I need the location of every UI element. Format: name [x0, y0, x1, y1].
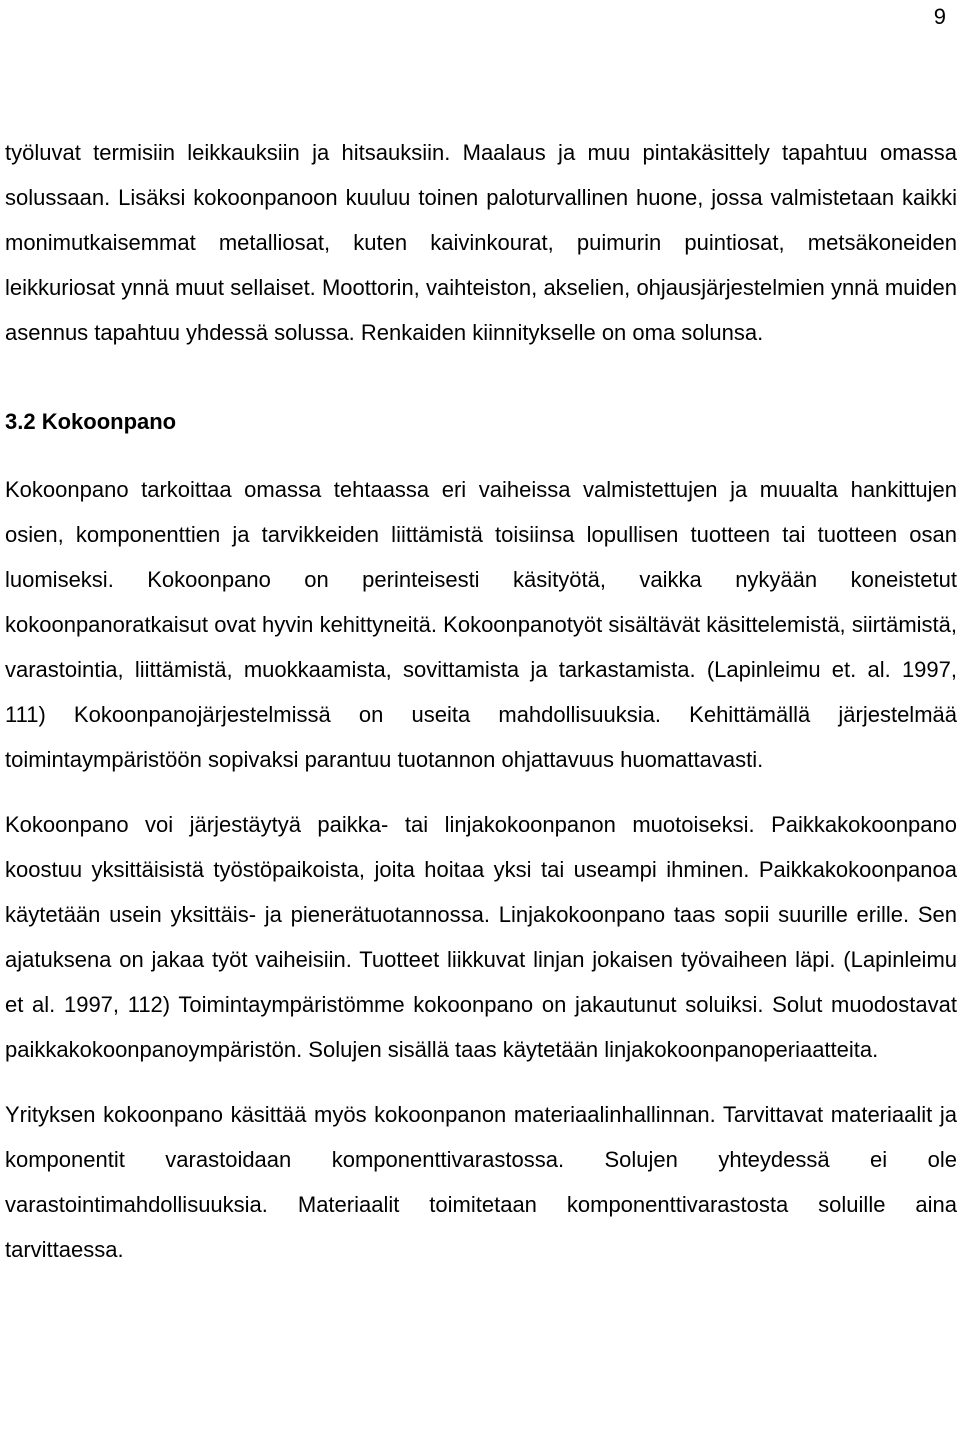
- section-paragraph-3: Yrityksen kokoonpano käsittää myös kokoonpanon materiaalinhallinnan. Tarvittavat materiaalit ja komponentit varastoidaan komponenttivarastossa. Solujen yhteydessä ei ole varastointimahdollisuuksia. Materiaalit toimitetaan komponenttivarastosta soluille aina tarvittaessa.: [5, 1102, 957, 1262]
- section-heading: 3.2 Kokoonpano: [5, 409, 177, 434]
- section-paragraph-2: Kokoonpano voi järjestäytyä paikka- tai linjakokoonpanon muotoiseksi. Paikkakokoonpano koostuu yksittäisistä työstöpaikoista, joita hoitaa yksi tai useampi ihminen. Paikkakokoonpanoa käytetään usein yksittäis- ja pienerätuotannossa. Linjakokoonpano taas sopii suurille erille. Sen ajatuksena on jakaa työt vaiheisiin. Tuotteet liikkuvat linjan jokaisen työvaiheen läpi. (Lapinleimu et al. 1997, 112) Toimintaympäristömme kokoonpano on jakautunut soluiksi. Solut muodostavat paikkakokoonpanoympäristön. Solujen sisällä taas käytetään linjakokoonpanoperiaatteita.: [5, 812, 957, 1062]
- page-content: [5, 130, 957, 1272]
- page-number: 9: [933, 4, 946, 29]
- section-paragraph-1: Kokoonpano tarkoittaa omassa tehtaassa eri vaiheissa valmistettujen ja muualta hankittujen osien, komponenttien ja tarvikkeiden liittämistä toisiinsa lopullisen tuotteen tai tuotteen osan luomiseksi. Kokoonpano on perinteisesti käsityötä, vaikka nykyään koneistetut kokoonpanoratkaisut ovat hyvin kehittyneitä. Kokoonpanotyöt sisältävät käsittelemistä, siirtämistä, varastointia, liittämistä, muokkaamista, sovittamista ja tarkastamista. (Lapinleimu et. al. 1997, 111) Kokoonpanojärjestelmissä on useita mahdollisuuksia. Kehittämällä järjestelmää toimintaympäristöön sopivaksi parantuu tuotannon ohjattavuus huomattavasti.: [5, 477, 957, 772]
- intro-paragraph: työluvat termisiin leikkauksiin ja hitsauksiin. Maalaus ja muu pintakäsittely tapahtuu omassa solussaan. Lisäksi kokoonpanoon kuuluu toinen paloturvallinen huone, jossa valmistetaan kaikki monimutkaisemmat metalliosat, kuten kaivinkourat, puimurin puintiosat, metsäkoneiden leikkuriosat ynnä muut sellaiset. Moottorin, vaihteiston, akselien, ohjausjärjestelmien ynnä muiden asennus tapahtuu yhdessä solussa. Renkaiden kiinnitykselle on oma solunsa.: [5, 140, 957, 345]
